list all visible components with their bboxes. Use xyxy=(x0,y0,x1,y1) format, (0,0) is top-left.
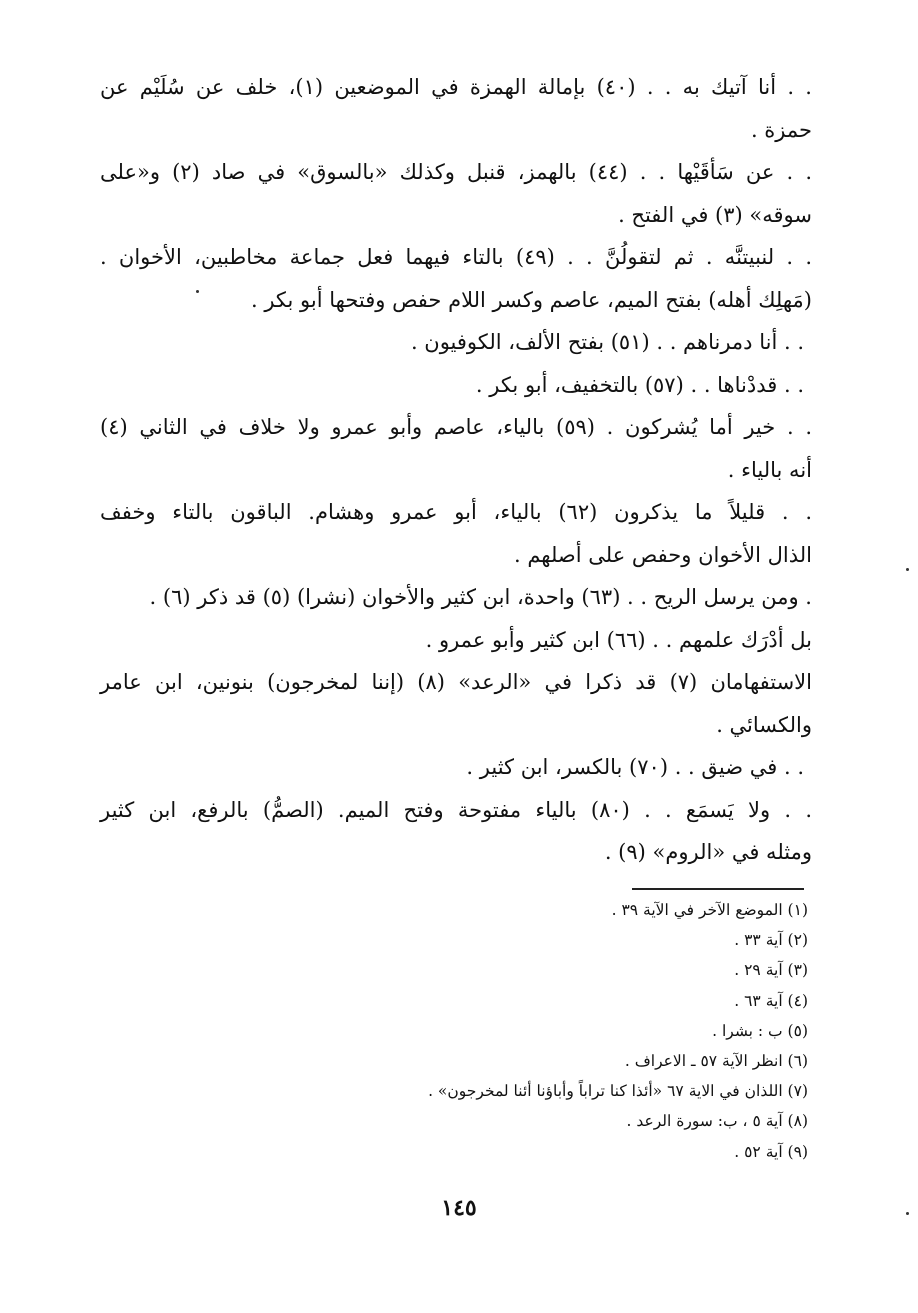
text-line: . . خير أما يُشركون . (٥٩) بالياء، عاصم وأبو عمرو ولا خلاف في الثاني (٤) xyxy=(100,415,812,439)
scan-speck xyxy=(906,1212,909,1215)
footnote: (١) الموضع الآخر في الآية ٣٩ . xyxy=(611,901,808,919)
text-line: سوقه» (٣) في الفتح . xyxy=(618,202,812,227)
text-line: الذال الأخوان وحفص على أصلهم . xyxy=(513,542,812,567)
text-line: . . قليلاً ما يذكرون (٦٢) بالياء، أبو عمرو وهشام. الباقون بالتاء وخفف xyxy=(100,500,812,524)
footnote: (٤) آية ٦٣ . xyxy=(734,991,808,1010)
text-line: . ومن يرسل الريح . . (٦٣) واحدة، ابن كثير والأخوان (نشرا) (٥) قد ذكر (٦) . xyxy=(149,585,812,609)
footnote-separator xyxy=(632,888,804,890)
text-line: (مَهلِك أهله) بفتح الميم، عاصم وكسر اللام حفص وفتحها أبو بكر . xyxy=(250,287,812,312)
text-line: أنه بالياء . xyxy=(727,457,812,482)
footnote: (٩) آية ٥٢ . xyxy=(734,1142,808,1161)
footnote: (٨) آية ٥ ، ب: سورة الرعد . xyxy=(626,1112,808,1131)
text-line: . . ولا يَسمَع . . (٨٠) بالياء مفتوحة وفتح الميم. (الصمُّ) بالرفع، ابن كثير xyxy=(100,797,813,822)
text-line: . . في ضيق . . (٧٠) بالكسر، ابن كثير . xyxy=(466,755,804,779)
text-line: ومثله في «الروم» (٩) . xyxy=(604,840,812,864)
text-line: . . أنا دمرناهم . . (٥١) بفتح الألف، الكوفيون . xyxy=(410,330,804,354)
text-line: حمزة . xyxy=(750,117,812,142)
text-line: بل أدْرَك علمهم . . (٦٦) ابن كثير وأبو عمرو . xyxy=(425,627,812,652)
footnote: (٦) انظر الآية ٥٧ ـ الاعراف . xyxy=(624,1051,808,1070)
main-text xyxy=(100,66,812,874)
scan-speck xyxy=(906,568,909,571)
page-number: ١٤٥ xyxy=(441,1195,477,1221)
footnote: (٧) اللذان في الاية ٦٧ «أئذا كنا تراباً وأباؤنا أئنا لمخرجون» . xyxy=(428,1082,808,1101)
text-line: الاستفهامان (٧) قد ذكرا في «الرعد» (٨) (إننا لمخرجون) بنونين، ابن عامر xyxy=(100,670,812,694)
text-line: . . قددْناها . . (٥٧) بالتخفيف، أبو بكر . xyxy=(475,372,804,397)
footnote: (٥) ب : بشرا . xyxy=(712,1021,808,1040)
text-line: . . أنا آتيك به . . (٤٠) بإمالة الهمزة في الموضعين (١)، خلف عن سُلَيْم عن xyxy=(100,75,812,99)
scan-speck xyxy=(196,290,199,293)
footnotes xyxy=(300,895,808,1167)
footnote: (٢) آية ٣٣ . xyxy=(734,931,808,950)
text-line: . . لنبيتنَّه . ثم لتقولُنَّ . . (٤٩) بالتاء فيهما فعل جماعة مخاطبين، الأخوان . xyxy=(100,245,812,269)
text-line: . . عن سَأقَيْها . . (٤٤) بالهمز، قنبل وكذلك «بالسوق» في صاد (٢) و«على xyxy=(100,160,813,184)
footnote: (٣) آية ٢٩ . xyxy=(734,961,808,980)
text-line: والكسائي . xyxy=(716,712,812,737)
